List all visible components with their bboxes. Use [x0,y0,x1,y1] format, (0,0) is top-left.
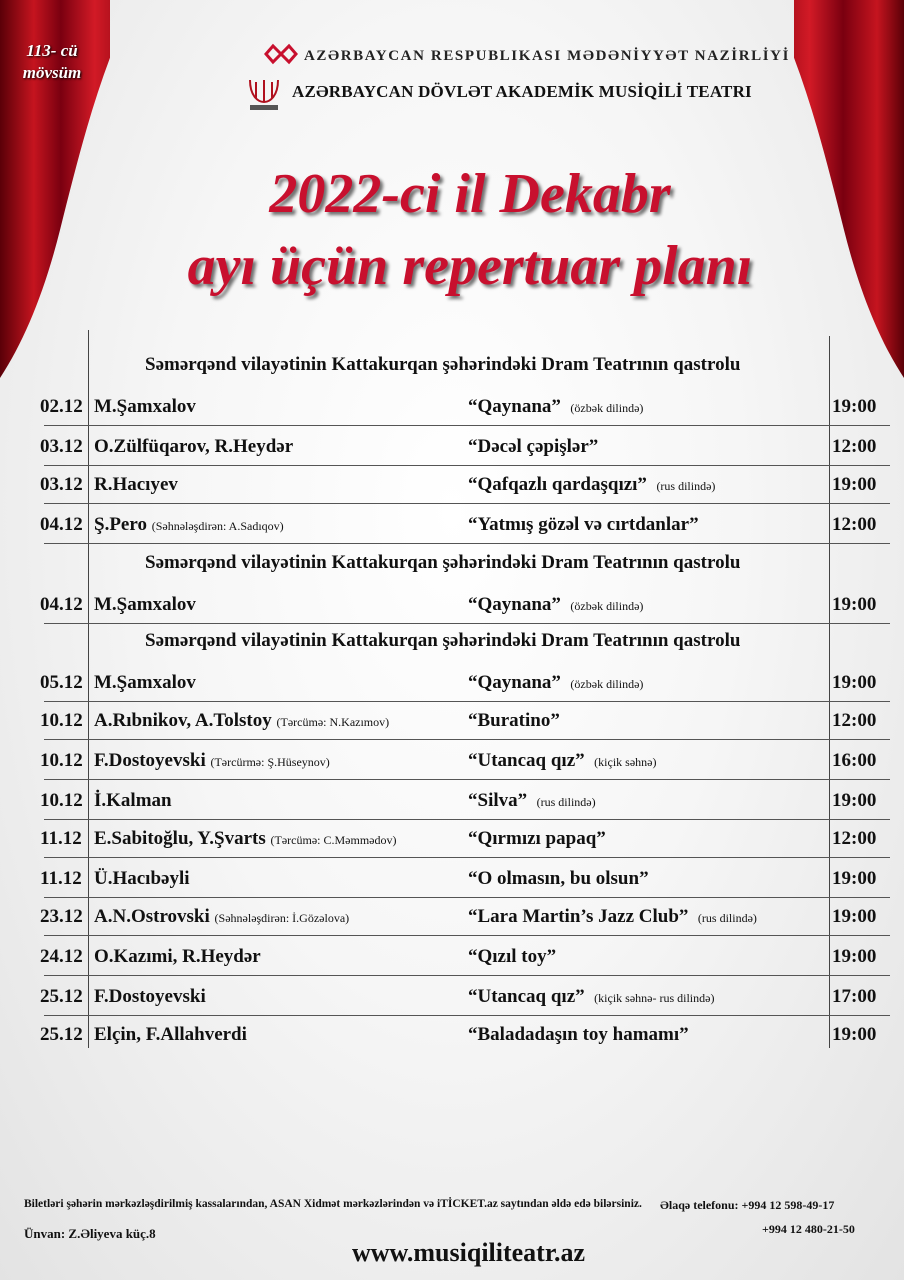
author-name: M.Şamxalov [94,396,196,417]
schedule-row [0,938,904,976]
schedule-row [0,782,904,820]
page-title [90,158,850,302]
tour-note: Səmərqənd vilayətinin Kattakurqan şəhərindəki Dram Teatrının qastrolu [145,354,741,375]
row-author [94,946,261,968]
row-time: 19:00 [832,672,877,693]
play-note: (özbək dilində) [570,599,644,613]
author-name: M.Şamxalov [94,672,196,693]
tour-note: Səmərqənd vilayətinin Kattakurqan şəhərindəki Dram Teatrının qastrolu [145,552,741,573]
row-author [94,474,178,496]
author-note: (Tərcümə: N.Kazımov) [276,715,390,729]
author-note: (Səhnələşdirən: A.Sadıqov) [151,519,284,533]
row-play [468,790,596,812]
author-name: A.N.Ostrovski [94,906,210,927]
author-name: Elçin, F.Allahverdi [94,1024,247,1045]
address: Ünvan: Z.Əliyeva küç.8 [24,1226,156,1241]
play-note: (rus dilində) [697,911,757,925]
play-title: “O olmasın, bu olsun” [468,868,649,889]
row-play [468,946,556,968]
author-name: R.Hacıyev [94,474,178,495]
ticket-info: Biletləri şəhərin mərkəzləşdirilmiş kassalarından, ASAN Xidmət mərkəzlərindən və iTİCKET.az saytından əldə edə bilərsiniz. [24,1198,642,1210]
row-divider [44,425,890,426]
row-time: 19:00 [832,474,877,495]
row-date: 10.12 [40,790,83,811]
row-time: 12:00 [832,828,877,849]
author-name: A.Rıbnikov, A.Tolstoy [94,710,272,731]
play-note: (kiçik səhnə) [594,755,657,769]
row-play [468,474,715,496]
row-author [94,868,190,890]
row-time: 12:00 [832,710,877,731]
schedule-row [0,702,904,740]
season-badge [4,40,100,84]
row-play [468,986,714,1008]
ministry-name: AZƏRBAYCAN RESPUBLIKASI MƏDƏNİYYƏT NAZİRLİYİ [304,48,791,64]
row-divider [44,739,890,740]
row-date: 24.12 [40,946,83,967]
schedule-row [0,466,904,504]
row-time: 19:00 [832,1024,877,1045]
row-time: 19:00 [832,790,877,811]
author-name: O.Kazımi, R.Heydər [94,946,261,967]
play-title: “Utancaq qız” [468,750,585,771]
row-play [468,436,598,458]
title-line-2: ayı üçün repertuar planı [187,235,753,297]
theatre-logo-icon [244,76,284,112]
row-play [468,594,643,616]
row-author [94,396,196,418]
play-title: “Utancaq qız” [468,986,585,1007]
theatre-name: AZƏRBAYCAN DÖVLƏT AKADEMİK MUSİQİLİ TEATRI [292,82,752,101]
play-title: “Qaynana” [468,672,561,693]
schedule-row [0,820,904,858]
row-divider [44,623,890,624]
row-author [94,906,349,928]
row-author [94,594,196,616]
row-author [94,828,396,850]
row-divider [44,857,890,858]
row-date: 23.12 [40,906,83,927]
row-author [94,1024,247,1046]
author-name: F.Dostoyevski [94,986,206,1007]
row-time: 19:00 [832,946,877,967]
author-name: İ.Kalman [94,790,172,811]
row-author [94,436,293,458]
row-date: 03.12 [40,436,83,457]
schedule-row [0,978,904,1016]
row-date: 11.12 [40,828,82,849]
row-time: 19:00 [832,594,877,615]
season-line-2: mövsüm [22,63,82,82]
row-date: 25.12 [40,1024,83,1045]
row-play [468,1024,689,1046]
play-title: “Buratino” [468,710,560,731]
schedule-row [0,898,904,936]
row-date: 04.12 [40,594,83,615]
schedule-row [0,506,904,544]
play-note: (rus dilində) [656,479,716,493]
row-divider [44,779,890,780]
row-date: 02.12 [40,396,83,417]
tour-note: Səmərqənd vilayətinin Kattakurqan şəhərindəki Dram Teatrının qastrolu [145,630,741,651]
row-date: 10.12 [40,710,83,731]
row-date: 04.12 [40,514,83,535]
schedule-row [0,742,904,780]
author-name: E.Sabitoğlu, Y.Şvarts [94,828,266,849]
schedule-row [0,1016,904,1054]
author-note: (Tərcümə: C.Məmmədov) [270,833,397,847]
author-name: Ş.Pero [94,514,147,535]
author-name: M.Şamxalov [94,594,196,615]
row-divider [44,543,890,544]
row-date: 05.12 [40,672,83,693]
season-line-1: 113- cü [26,41,78,60]
play-title: “Qızıl toy” [468,946,557,967]
play-title: “Qaynana” [468,594,561,615]
row-date: 25.12 [40,986,83,1007]
row-time: 17:00 [832,986,877,1007]
author-note: (Tərcürmə: Ş.Hüseynov) [210,755,330,769]
contact-phone-2: +994 12 480-21-50 [762,1222,855,1236]
author-name: O.Zülfüqarov, R.Heydər [94,436,294,457]
row-time: 19:00 [832,868,877,889]
ministry-logo-icon [262,42,300,66]
schedule-row [0,388,904,426]
play-title: “Silva” [468,790,528,811]
schedule-row [0,664,904,702]
row-play [468,868,649,890]
row-play [468,672,643,694]
play-note: (rus dilində) [536,795,596,809]
row-play [468,396,643,418]
row-date: 03.12 [40,474,83,495]
play-title: “Qaynana” [468,396,561,417]
row-play [468,906,757,928]
row-author [94,790,172,812]
row-divider [44,975,890,976]
play-title: “Baladadaşın toy hamamı” [468,1024,689,1045]
row-time: 12:00 [832,436,877,457]
row-date: 11.12 [40,868,82,889]
website-link[interactable]: www.musiqiliteatr.az [352,1238,586,1267]
row-author [94,672,196,694]
author-name: F.Dostoyevski [94,750,206,771]
contact-phone: Əlaqə telefonu: +994 12 598-49-17 [660,1198,835,1212]
row-author [94,514,284,536]
row-author [94,710,389,732]
row-divider [44,503,890,504]
row-play [468,750,656,772]
play-title: “Yatmış gözəl və cırtdanlar” [468,514,699,535]
title-line-1: 2022-ci il Dekabr [269,163,671,225]
schedule-row [0,860,904,898]
schedule-row [0,586,904,624]
row-time: 19:00 [832,906,877,927]
row-divider [44,935,890,936]
play-title: “Qafqazlı qardaşqızı” [468,474,647,495]
play-title: “Qırmızı papaq” [468,828,606,849]
author-note: (Səhnələşdirən: İ.Gözəlova) [214,911,350,925]
play-note: (özbək dilində) [570,677,644,691]
row-time: 19:00 [832,396,877,417]
play-title: “Dəcəl çəpişlər” [468,436,599,457]
schedule-row [0,428,904,466]
author-name: Ü.Hacıbəyli [94,868,190,889]
row-play [468,514,699,536]
row-time: 16:00 [832,750,877,771]
play-note: (özbək dilində) [570,401,644,415]
play-title: “Lara Martin’s Jazz Club” [468,906,689,927]
row-play [468,710,560,732]
row-author [94,750,330,772]
play-note: (kiçik səhnə- rus dilində) [594,991,715,1005]
row-play [468,828,606,850]
row-author [94,986,206,1008]
row-time: 12:00 [832,514,877,535]
row-date: 10.12 [40,750,83,771]
